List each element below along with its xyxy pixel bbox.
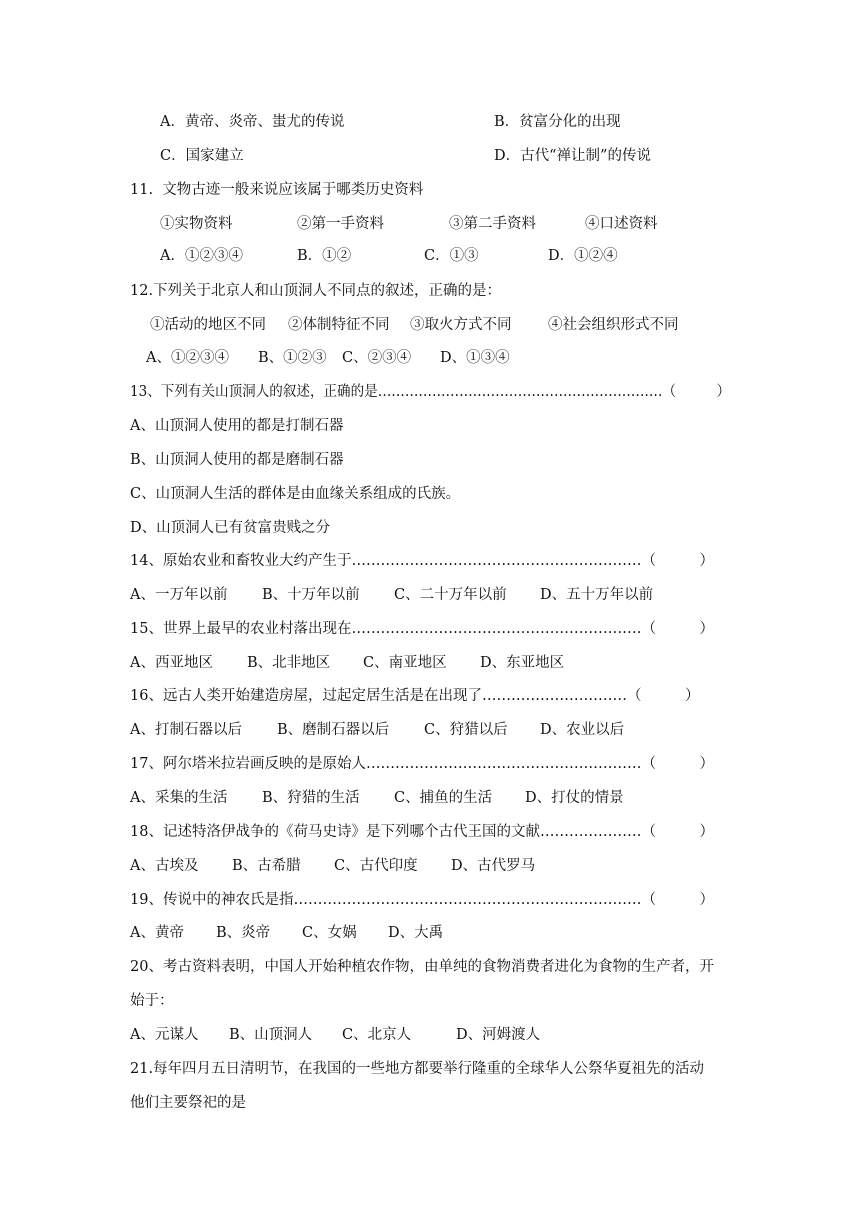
- q14-option-a: A、一万年以前: [130, 587, 228, 603]
- q18-stem: 18、记述特洛伊战争的《荷马史诗》是下列哪个古代王国的文献…………………（ ）: [130, 824, 714, 840]
- q13-option-d: D、山顶洞人已有贫富贵贱之分: [130, 520, 331, 536]
- q11-item-1: ①实物资料: [160, 216, 233, 232]
- q17-option-a: A、采集的生活: [130, 790, 228, 806]
- q12-option-c: C、②③④: [342, 350, 412, 366]
- q11-stem: 11. 文物古迹一般来说应该属于哪类历史资料: [130, 182, 424, 198]
- q17-option-b: B、狩猎的生活: [262, 790, 360, 806]
- q10-option-a: A．黄帝、炎帝、蚩尤的传说: [160, 114, 345, 130]
- q20-option-d: D、河姆渡人: [456, 1027, 541, 1043]
- q18-option-d: D、古代罗马: [451, 858, 536, 874]
- q14-option-c: C、二十万年以前: [394, 587, 507, 603]
- q13-option-c: C、山顶洞人生活的群体是由血缘关系组成的氏族。: [130, 486, 461, 502]
- q14-stem: 14、原始农业和畜牧业大约产生于……………………………………………………（ ）: [130, 553, 714, 569]
- q11-option-d: D．①②④: [548, 248, 618, 264]
- q19-option-d: D、大禹: [388, 925, 444, 941]
- q20-stem-line-1: 20、考古资料表明，中国人开始种植农作物，由单纯的食物消费者进化为食物的生产者，开: [130, 959, 714, 975]
- q15-option-a: A、西亚地区: [130, 655, 213, 671]
- q20-option-c: C、北京人: [342, 1027, 412, 1043]
- q10-option-b: B．贫富分化的出现: [494, 114, 621, 130]
- q12-item-1: ①活动的地区不同: [150, 317, 266, 333]
- q13-stem: 13、下列有关山顶洞人的叙述，正确的是………………………………………………………（ ）: [130, 384, 731, 400]
- q19-option-b: B、炎帝: [216, 925, 271, 941]
- q15-stem: 15、世界上最早的农业村落出现在……………………………………………………（ ）: [130, 621, 714, 637]
- q16-option-a: A、打制石器以后: [130, 722, 242, 738]
- q13-option-b: B、山顶洞人使用的都是磨制石器: [130, 452, 344, 468]
- q17-option-c: C、捕鱼的生活: [394, 790, 493, 806]
- q16-stem: 16、远古人类开始建造房屋，过起定居生活是在出现了…………………………（ ）: [130, 688, 700, 704]
- q11-item-4: ④口述资料: [585, 216, 658, 232]
- q19-option-c: C、女娲: [302, 925, 357, 941]
- q12-stem: 12.下列关于北京人和山顶洞人不同点的叙述，正确的是：: [130, 283, 502, 299]
- q12-option-a: A、①②③④: [146, 350, 229, 366]
- q11-item-2: ②第一手资料: [297, 216, 384, 232]
- q20-stem-line-2: 始于：: [130, 993, 174, 1009]
- q19-option-a: A、黄帝: [130, 925, 184, 941]
- q11-item-3: ③第二手资料: [449, 216, 536, 232]
- q16-option-c: C、狩猎以后: [424, 722, 508, 738]
- q17-option-d: D、打仗的情景: [525, 790, 624, 806]
- q18-option-b: B、古希腊: [232, 858, 301, 874]
- q20-option-a: A、元谋人: [130, 1027, 199, 1043]
- q17-stem: 17、阿尔塔米拉岩画反映的是原始人…………………………………………………（ ）: [130, 756, 714, 772]
- q11-option-c: C．①③: [424, 248, 479, 264]
- q12-item-4: ④社会组织形式不同: [548, 317, 679, 333]
- q15-option-c: C、南亚地区: [363, 655, 447, 671]
- q20-option-b: B、山顶洞人: [229, 1027, 313, 1043]
- q21-stem-line-1: 21.每年四月五日清明节，在我国的一些地方都要举行隆重的全球华人公祭华夏祖先的活动: [130, 1061, 705, 1077]
- q12-item-2: ②体制特征不同: [288, 317, 390, 333]
- q12-option-d: D、①③④: [440, 350, 510, 366]
- q19-stem: 19、传说中的神农氏是指………………………………………………………………（ ）: [130, 892, 714, 908]
- q15-option-b: B、北非地区: [247, 655, 331, 671]
- q15-option-d: D、东亚地区: [480, 655, 565, 671]
- q18-option-c: C、古代印度: [334, 858, 418, 874]
- q18-option-a: A、古埃及: [130, 858, 199, 874]
- q10-option-d: D．古代“禅让制”的传说: [494, 148, 651, 164]
- q14-option-d: D、五十万年以前: [540, 587, 654, 603]
- q10-option-c: C．国家建立: [160, 148, 244, 164]
- q12-item-3: ③取火方式不同: [410, 317, 512, 333]
- q21-stem-line-2: 他们主要祭祀的是: [130, 1095, 246, 1111]
- q14-option-b: B、十万年以前: [262, 587, 360, 603]
- q16-option-b: B、磨制石器以后: [277, 722, 390, 738]
- q16-option-d: D、农业以后: [540, 722, 625, 738]
- q11-option-a: A．①②③④: [160, 248, 243, 264]
- q12-option-b: B、①②③: [258, 350, 327, 366]
- q13-option-a: A、山顶洞人使用的都是打制石器: [130, 418, 344, 434]
- q11-option-b: B．①②: [297, 248, 352, 264]
